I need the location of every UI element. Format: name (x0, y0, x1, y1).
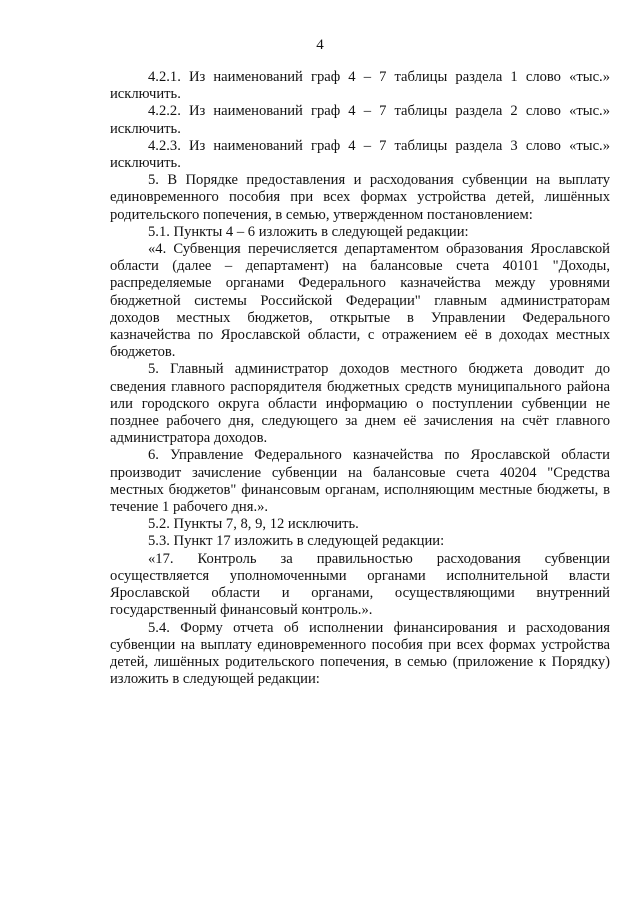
paragraph-4-2-3: 4.2.3. Из наименований граф 4 – 7 таблицы раздела 3 слово «тыс.» исключить. (110, 137, 610, 172)
paragraph-4-2-2: 4.2.2. Из наименований граф 4 – 7 таблицы раздела 2 слово «тыс.» исключить. (110, 103, 610, 137)
paragraph-item-5: 5. Главный администратор доходов местного бюджета доводит до сведения главного распорядителя бюджетных средств муниципального района или городского округа области информацию о поступлении субвенции не позднее рабочего дня, следующего за днем её зачисления на счёт главного администратора доходов. (110, 361, 610, 447)
paragraph-5-2: 5.2. Пункты 7, 8, 9, 12 исключить. (148, 516, 359, 533)
document-body (110, 69, 610, 688)
paragraph-5-4: 5.4. Форму отчета об исполнении финансирования и расходования субвенции на выплату единовременного пособия при всех формах устройства детей, лишённых родительского попечения, в семью (приложение к Порядку) изложить в следующей редакции: (110, 619, 610, 688)
paragraph-5: 5. В Порядке предоставления и расходования субвенции на выплату единовременного пособия при всех формах устройства детей, лишённых родительского попечения, в семью, утвержденном постановлением: (110, 172, 610, 223)
paragraph-item-17: «17. Контроль за правильностью расходования субвенции осуществляется уполномоченными органами исполнительной власти Ярославской области и органами, осуществляющими внутренний государственный финансовый контроль.». (110, 550, 610, 619)
paragraph-item-6: 6. Управление Федерального казначейства по Ярославской области производит зачисление субвенции на балансовые счета 40204 "Средства местных бюджетов" финансовым органам, исполняющим местные бюджеты, в течение 1 рабочего дня.». (110, 447, 610, 516)
paragraph-5-3: 5.3. Пункт 17 изложить в следующей редакции: (148, 533, 445, 550)
paragraph-4-2-1: 4.2.1. Из наименований граф 4 – 7 таблицы раздела 1 слово «тыс.» исключить. (110, 69, 610, 103)
page-number: 4 (316, 37, 324, 53)
paragraph-item-4: «4. Субвенция перечисляется департаментом образования Ярославской области (далее – департамент) на балансовые счета 40101 "Доходы, распределяемые органами Федерального казначейства между уровнями бюджетной системы Российской Федерации" главным администраторам доходов местных бюджетов, открытые в Управлении Федерального казначейства по Ярославской области, с отражением её в доходах местных бюджетов. (110, 241, 610, 361)
paragraph-5-1: 5.1. Пункты 4 – 6 изложить в следующей редакции: (148, 223, 469, 240)
